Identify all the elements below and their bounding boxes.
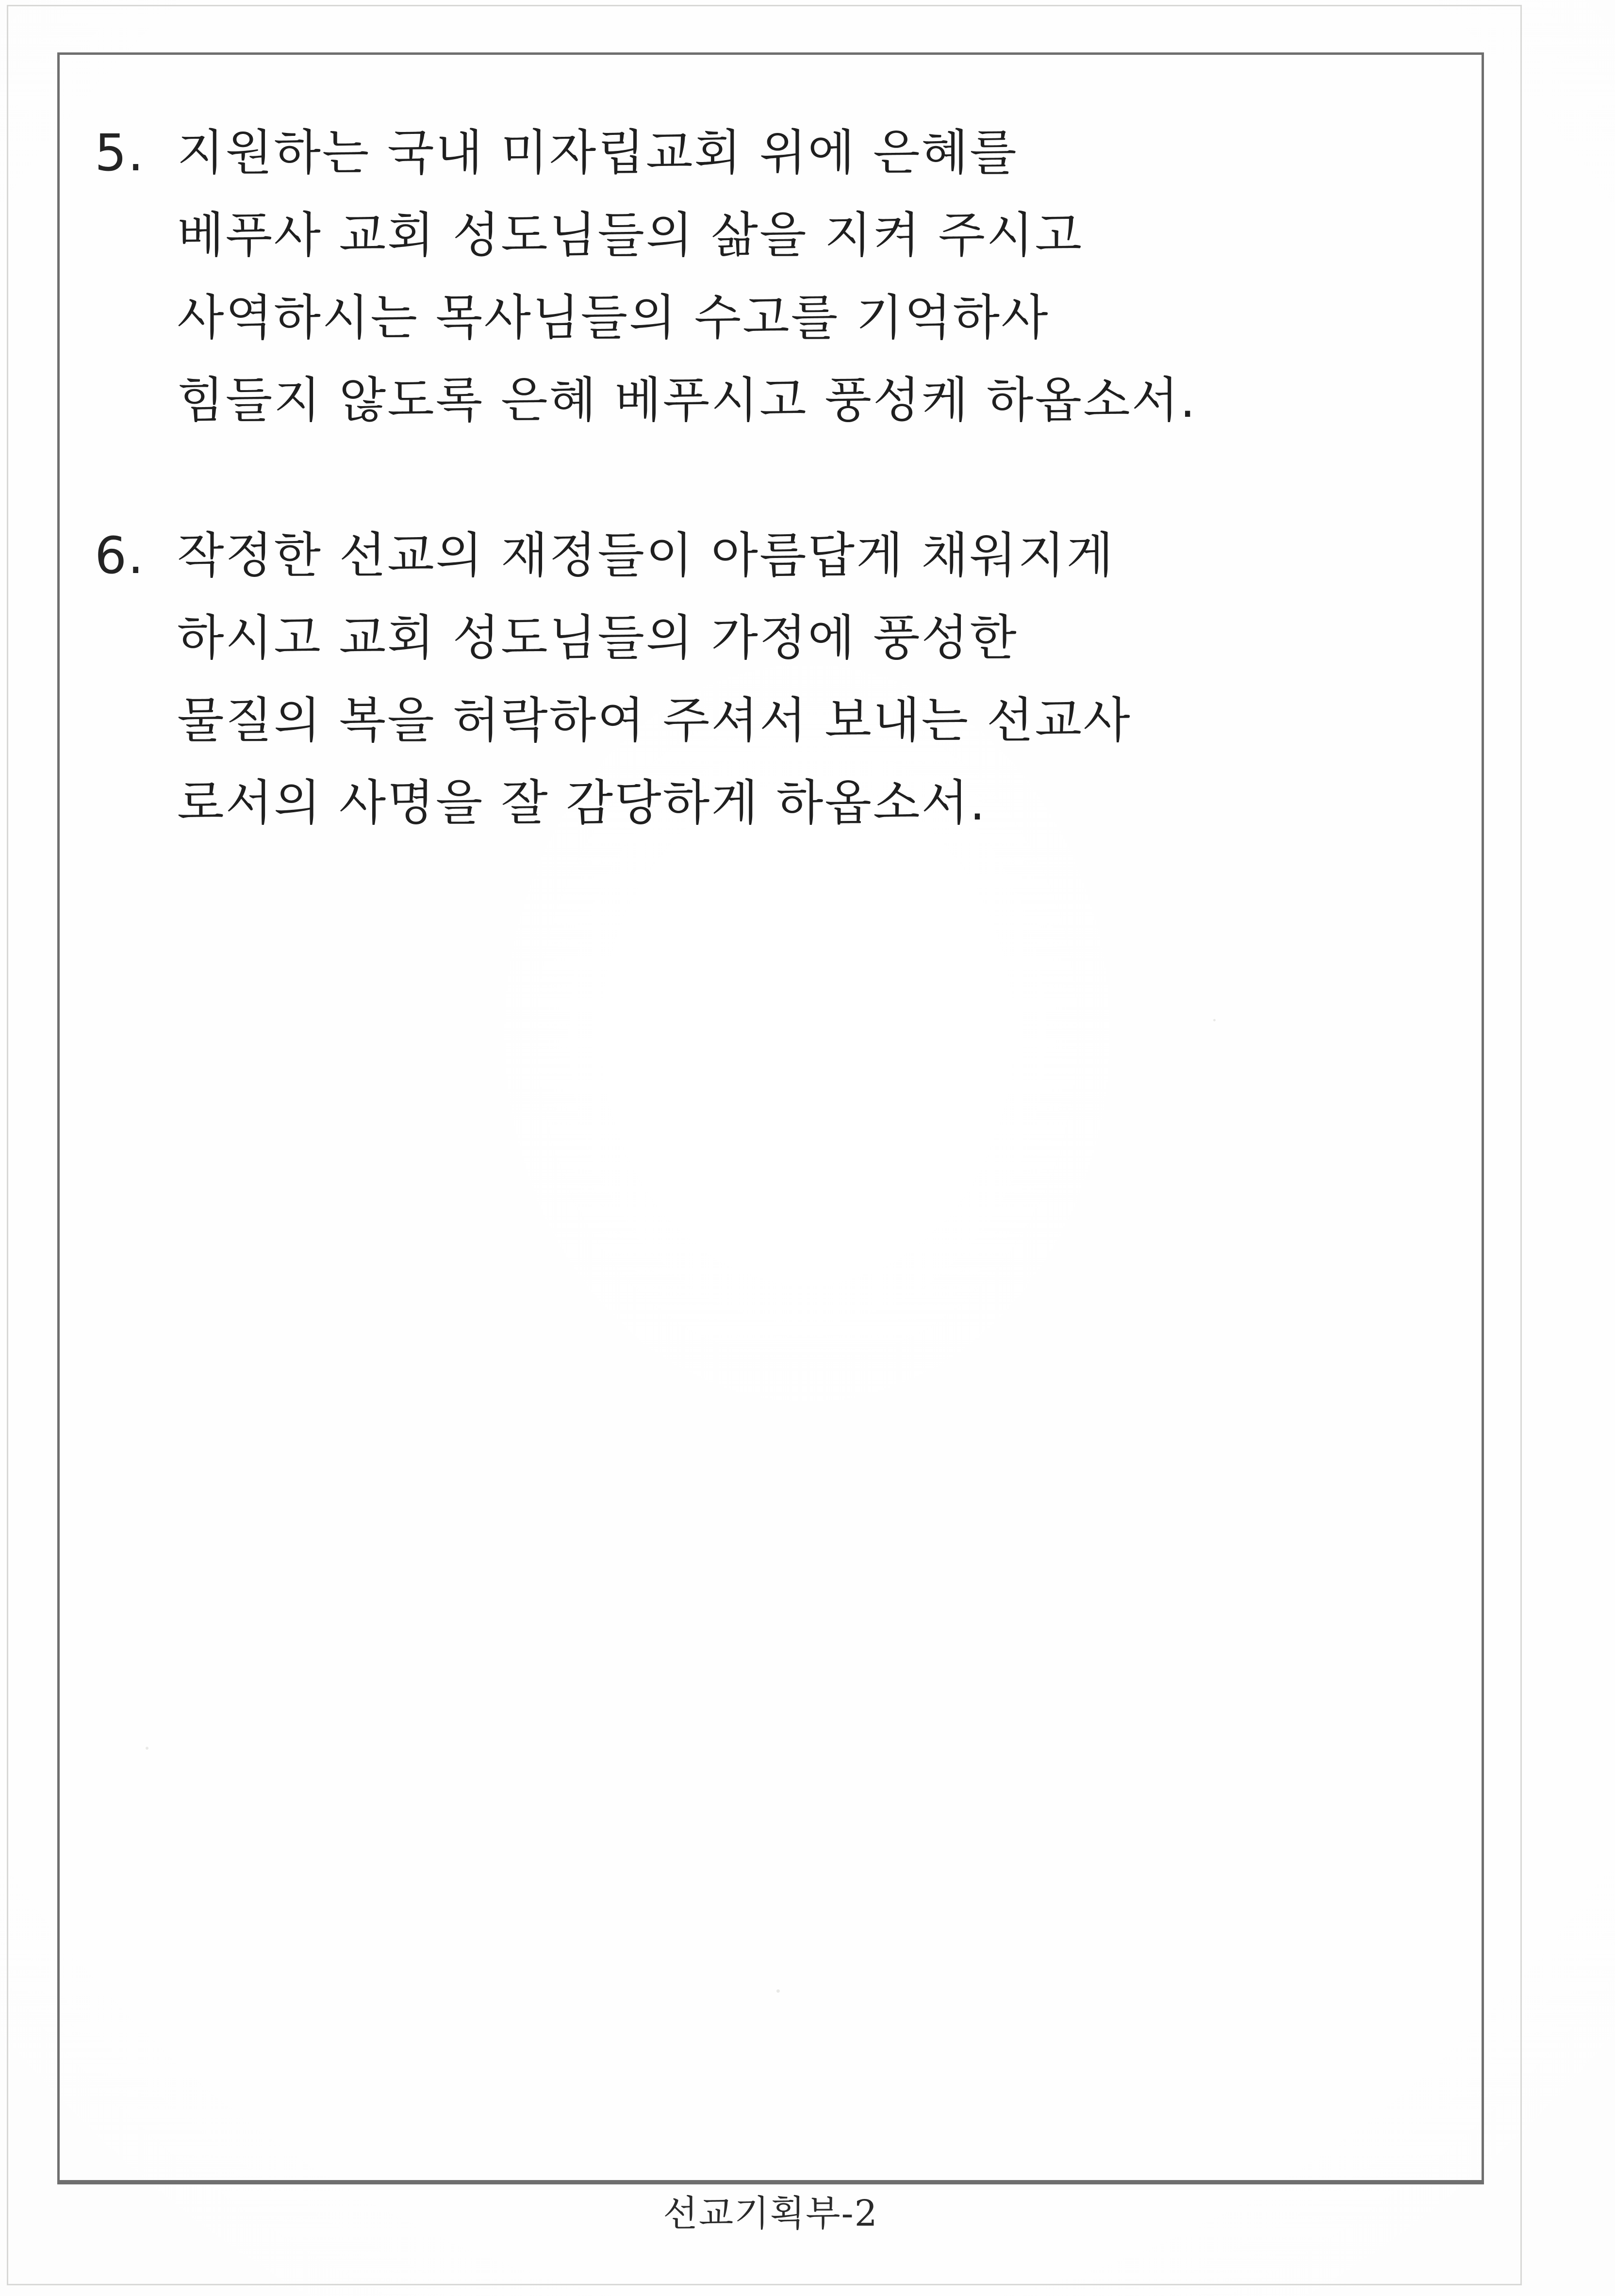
prayer-item-6-line-4: 로서의 사명을 잘 감당하게 하옵소서.	[177, 774, 987, 831]
prayer-item-5-line-4: 힘들지 않도록 은혜 베푸시고 풍성케 하옵소서.	[177, 372, 1197, 428]
prayer-item-6-number: 6.	[95, 526, 145, 585]
prayer-item-5-line-3: 사역하시는 목사님들의 수고를 기억하사	[177, 289, 1050, 346]
prayer-item-6-text	[177, 514, 1453, 844]
prayer-item-6-line-3: 물질의 복을 허락하여 주셔서 보내는 선교사	[177, 692, 1132, 749]
footer-divider	[57, 2182, 1484, 2184]
document-body	[95, 112, 1453, 917]
prayer-item-6	[95, 514, 1453, 844]
page-footer-label: 선교기획부-2	[663, 2193, 878, 2234]
scan-speck	[146, 1747, 148, 1750]
scan-speck	[1213, 1019, 1216, 1021]
prayer-item-6-line-2: 하시고 교회 성도님들의 가정에 풍성한	[177, 609, 1018, 666]
prayer-item-5-line-1: 지원하는 국내 미자립교회 위에 은혜를	[177, 124, 1018, 181]
prayer-item-5-line-2: 베푸사 교회 성도님들의 삶을 지켜 주시고	[177, 207, 1084, 263]
prayer-item-6-line-1: 작정한 선교의 재정들이 아름답게 채워지게	[177, 527, 1115, 584]
prayer-item-5-number: 5.	[95, 123, 145, 182]
scan-speck	[776, 1989, 780, 1993]
prayer-item-5	[95, 112, 1453, 442]
prayer-item-5-text	[177, 112, 1453, 442]
